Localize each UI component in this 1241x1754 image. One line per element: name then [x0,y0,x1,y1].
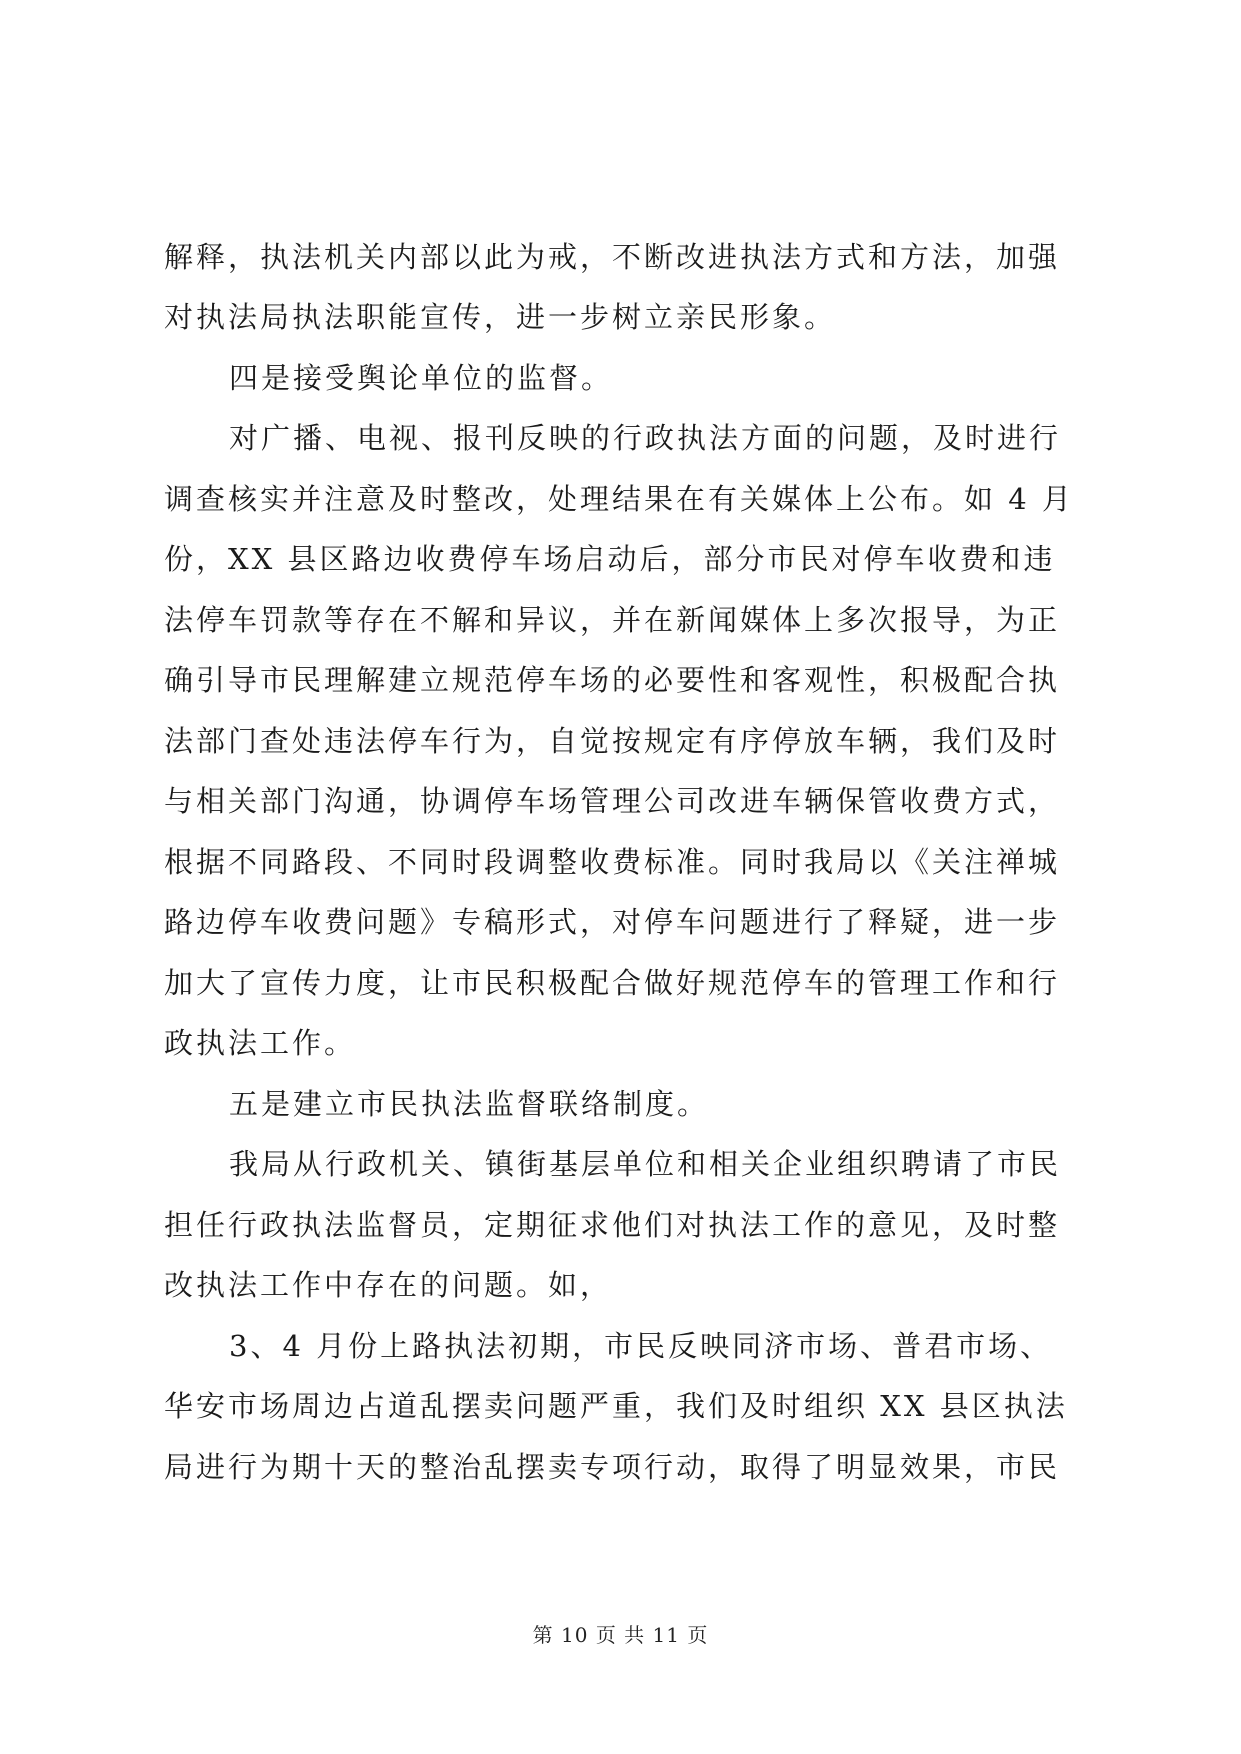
text-line: 改执法工作中存在的问题。如， [164,1268,613,1302]
page-number-footer: 第 10 页 共 11 页 [532,1623,709,1647]
text-line: 确引导市民理解建立规范停车场的必要性和客观性，积极配合执 [164,663,1061,697]
text-line: 路边停车收费问题》专稿形式，对停车问题进行了释疑，进一步 [164,905,1061,939]
section-heading: 四是接受舆论单位的监督。 [229,361,614,395]
text-line: 根据不同路段、不同时段调整收费标准。同时我局以《关注禅城 [164,845,1061,879]
text-line: 我局从行政机关、镇街基层单位和相关企业组织聘请了市民 [229,1147,1062,1181]
text-line: 解释，执法机关内部以此为戒，不断改进执法方式和方法，加强 [164,240,1061,274]
text-line: 对广播、电视、报刊反映的行政执法方面的问题，及时进行 [229,421,1062,455]
text-line: 调查核实并注意及时整改，处理结果在有关媒体上公布。如 4 月 [164,482,1074,516]
text-line: 加大了宣传力度，让市民积极配合做好规范停车的管理工作和行 [164,966,1061,1000]
text-line: 担任行政执法监督员，定期征求他们对执法工作的意见，及时整 [164,1208,1061,1242]
text-line: 对执法局执法职能宣传，进一步树立亲民形象。 [164,300,837,334]
text-line: 华安市场周边占道乱摆卖问题严重，我们及时组织 XX 县区执法 [164,1389,1068,1423]
text-line: 与相关部门沟通，协调停车场管理公司改进车辆保管收费方式， [164,784,1061,818]
section-heading: 五是建立市民执法监督联络制度。 [229,1087,710,1121]
text-line: 3、4 月份上路执法初期，市民反映同济市场、普君市场、 [229,1329,1053,1363]
text-line: 份，XX 县区路边收费停车场启动后，部分市民对停车收费和违 [164,542,1056,576]
text-line: 局进行为期十天的整治乱摆卖专项行动，取得了明显效果，市民 [164,1450,1061,1484]
text-line: 法停车罚款等存在不解和异议，并在新闻媒体上多次报导，为正 [164,603,1061,637]
text-line: 政执法工作。 [164,1026,357,1060]
text-line: 法部门查处违法停车行为，自觉按规定有序停放车辆，我们及时 [164,724,1061,758]
